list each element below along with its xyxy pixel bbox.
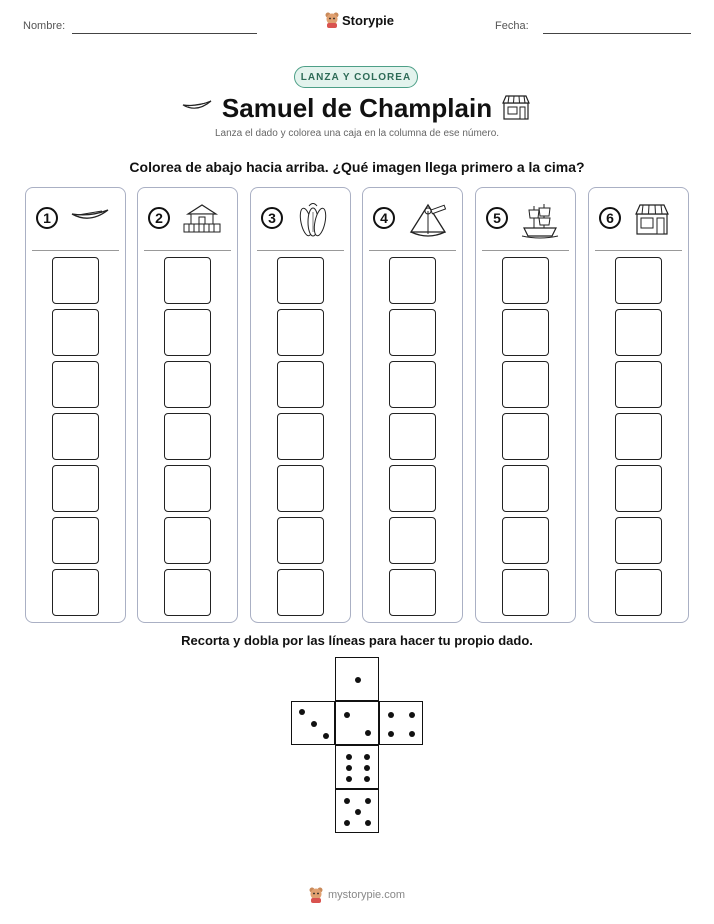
color-box[interactable]: [615, 257, 662, 304]
die-pip: [388, 712, 394, 718]
die-pip: [355, 677, 361, 683]
color-box[interactable]: [389, 517, 436, 564]
die-pip: [344, 712, 350, 718]
die-pip: [365, 730, 371, 736]
column-number: 5: [486, 207, 508, 229]
color-box[interactable]: [277, 465, 324, 512]
color-box[interactable]: [615, 361, 662, 408]
color-box[interactable]: [164, 257, 211, 304]
die-pip: [311, 721, 317, 727]
color-box[interactable]: [389, 361, 436, 408]
color-box[interactable]: [164, 413, 211, 460]
color-box[interactable]: [502, 413, 549, 460]
color-box[interactable]: [52, 569, 99, 616]
name-line[interactable]: [72, 33, 257, 34]
color-box[interactable]: [277, 257, 324, 304]
die-pip: [364, 754, 370, 760]
color-box[interactable]: [52, 309, 99, 356]
column-divider: [369, 250, 456, 251]
color-box[interactable]: [389, 569, 436, 616]
color-box[interactable]: [615, 517, 662, 564]
name-label: Nombre:: [23, 20, 66, 32]
date-label: Fecha:: [495, 20, 529, 32]
color-box[interactable]: [502, 517, 549, 564]
column-divider: [257, 250, 344, 251]
color-box[interactable]: [502, 309, 549, 356]
die-face-3: [335, 701, 379, 745]
color-box[interactable]: [615, 465, 662, 512]
die-pip: [365, 820, 371, 826]
corn-icon: [295, 202, 329, 247]
color-box[interactable]: [277, 309, 324, 356]
column-divider: [482, 250, 569, 251]
column-5: [475, 187, 576, 623]
die-pip: [346, 754, 352, 760]
die-face-4: [379, 701, 423, 745]
storypie-logo: [325, 12, 394, 28]
column-1: [25, 187, 126, 623]
color-box[interactable]: [164, 517, 211, 564]
color-box[interactable]: [615, 309, 662, 356]
die-face-5: [335, 789, 379, 833]
die-pip: [365, 798, 371, 804]
color-box[interactable]: [164, 569, 211, 616]
die-face-1: [335, 657, 379, 701]
color-box[interactable]: [52, 517, 99, 564]
column-divider: [595, 250, 682, 251]
color-box[interactable]: [502, 569, 549, 616]
column-2: [137, 187, 238, 623]
column-number: 3: [261, 207, 283, 229]
die-pip: [355, 809, 361, 815]
color-box[interactable]: [277, 413, 324, 460]
color-box[interactable]: [277, 517, 324, 564]
color-box[interactable]: [277, 361, 324, 408]
die-pip: [344, 798, 350, 804]
die-pip: [409, 712, 415, 718]
color-box[interactable]: [502, 257, 549, 304]
canoe-icon: [70, 202, 110, 231]
fort-icon: [182, 202, 222, 239]
color-box[interactable]: [502, 361, 549, 408]
store-icon: [501, 94, 531, 120]
color-box[interactable]: [389, 413, 436, 460]
color-box[interactable]: [277, 569, 324, 616]
die-pip: [346, 776, 352, 782]
logo-text: Storypie: [342, 12, 395, 28]
activity-badge: LANZA Y COLOREA: [294, 66, 418, 88]
color-box[interactable]: [164, 361, 211, 408]
page-subtitle: Lanza el dado y colorea una caja en la columna de ese número.: [214, 128, 500, 139]
footer: [309, 887, 405, 903]
color-box[interactable]: [164, 309, 211, 356]
sextant-icon: [407, 202, 449, 243]
color-box[interactable]: [52, 361, 99, 408]
color-box[interactable]: [164, 465, 211, 512]
column-6: [588, 187, 689, 623]
die-pip: [323, 733, 329, 739]
die-pip: [409, 731, 415, 737]
color-box[interactable]: [389, 257, 436, 304]
die-pip: [364, 776, 370, 782]
column-number: 6: [599, 207, 621, 229]
ship-icon: [520, 202, 560, 245]
page-title: Samuel de Champlain: [221, 93, 493, 123]
color-box[interactable]: [615, 413, 662, 460]
die-pip: [299, 709, 305, 715]
die-pip: [364, 765, 370, 771]
die-face-6: [335, 745, 379, 789]
die-face-2: [291, 701, 335, 745]
column-divider: [32, 250, 119, 251]
column-number: 2: [148, 207, 170, 229]
die-pip: [344, 820, 350, 826]
die-pip: [346, 765, 352, 771]
color-box[interactable]: [389, 465, 436, 512]
column-divider: [144, 250, 231, 251]
date-line[interactable]: [543, 33, 691, 34]
color-box[interactable]: [52, 413, 99, 460]
bear-icon: [325, 12, 339, 28]
color-box[interactable]: [52, 257, 99, 304]
cut-instruction: Recorta y dobla por las líneas para hacer tu propio dado.: [181, 633, 533, 648]
color-box[interactable]: [389, 309, 436, 356]
column-number: 1: [36, 207, 58, 229]
coloring-instruction: Colorea de abajo hacia arriba. ¿Qué imagen llega primero a la cima?: [129, 159, 585, 175]
column-number: 4: [373, 207, 395, 229]
die-pip: [388, 731, 394, 737]
bear-icon: [309, 887, 323, 903]
color-box[interactable]: [615, 569, 662, 616]
color-box[interactable]: [52, 465, 99, 512]
color-box[interactable]: [502, 465, 549, 512]
store-icon: [633, 202, 671, 241]
column-3: [250, 187, 351, 623]
footer-url[interactable]: mystorypie.com: [328, 889, 406, 901]
column-4: [362, 187, 463, 623]
